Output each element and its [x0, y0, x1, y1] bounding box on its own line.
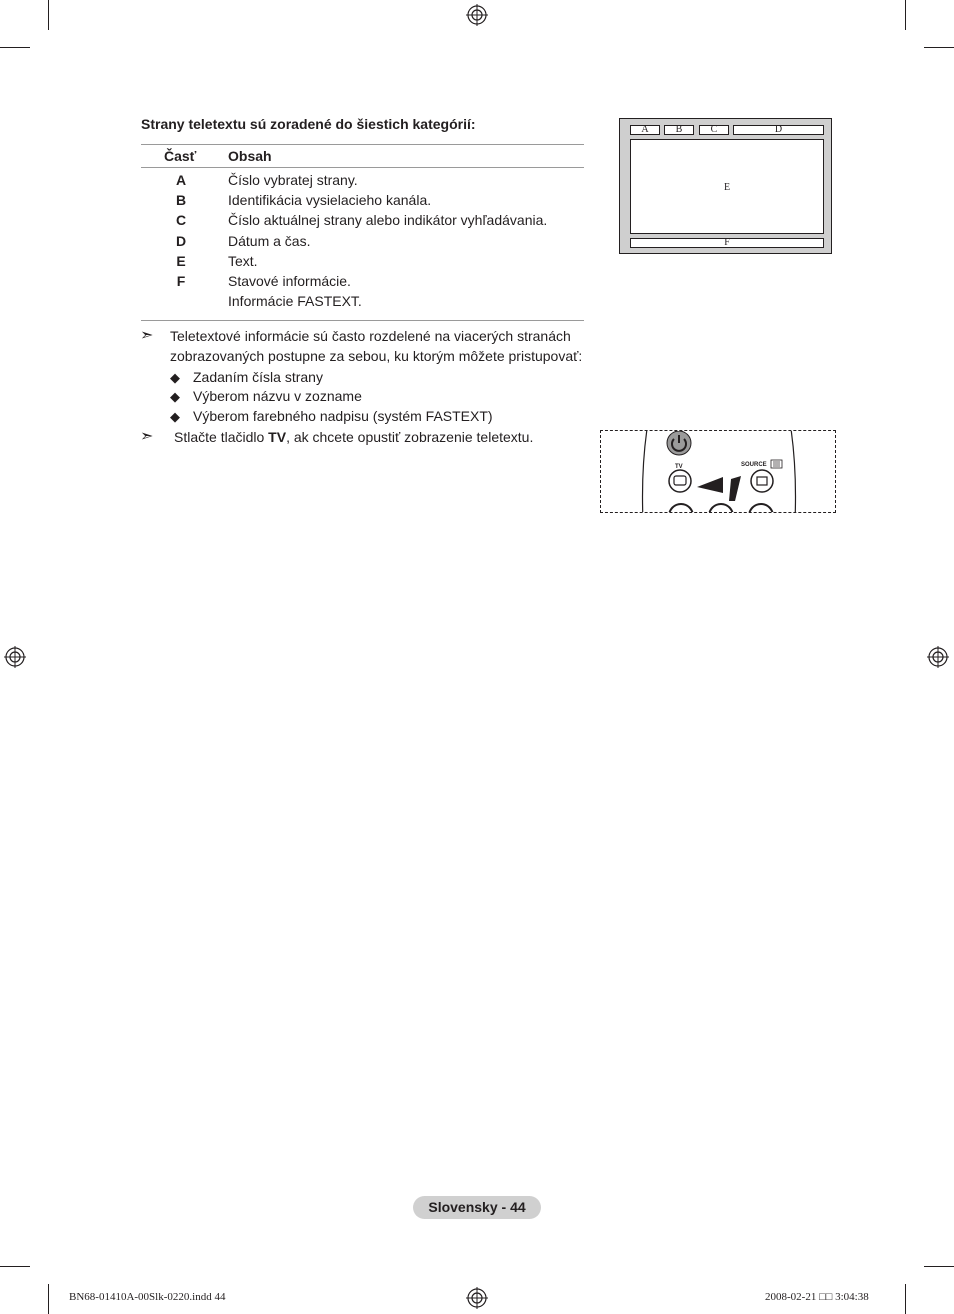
table-row	[141, 293, 601, 313]
row-value: Informácie FASTEXT.	[228, 293, 362, 309]
row-key: A	[175, 172, 187, 188]
row-key: E	[176, 253, 186, 269]
table-row	[141, 253, 601, 273]
tv-keyword: TV	[268, 429, 287, 445]
bullet-icon: ◆	[170, 389, 180, 404]
crop-mark	[905, 1284, 906, 1314]
teletext-diagram	[619, 118, 832, 254]
table-bottom-rule	[141, 320, 584, 321]
row-value: Číslo vybratej strany.	[228, 172, 358, 188]
area-b-box: B	[664, 125, 694, 135]
area-e-label: E	[723, 182, 731, 193]
page-number-label: Slovensky - 44	[413, 1196, 541, 1219]
row-key: B	[175, 192, 187, 208]
tv-button-label: TV	[675, 464, 683, 470]
table-header-part: Časť	[164, 148, 197, 164]
section-title: Strany teletextu sú zoradené do šiestich kategórií:	[141, 116, 476, 132]
note-arrow-icon: ➣	[140, 327, 154, 344]
registration-mark-icon	[4, 646, 26, 668]
row-key: D	[175, 233, 187, 249]
bullet-icon: ◆	[170, 370, 180, 385]
table-row	[141, 192, 601, 212]
area-f-box: F	[630, 238, 824, 248]
note-text-pre: Stlačte tlačidlo	[174, 429, 269, 445]
bullet-icon: ◆	[170, 409, 180, 424]
row-key: C	[175, 212, 187, 228]
bullet-item: Výberom farebného nadpisu (systém FASTEXT)	[193, 408, 493, 424]
row-value: Dátum a čas.	[228, 233, 311, 249]
area-a-box: A	[630, 125, 660, 135]
table-row	[141, 233, 601, 253]
table-header-content: Obsah	[228, 148, 272, 164]
remote-illustration	[600, 430, 836, 513]
footer-date-info: 2008-02-21 □□ 3:04:38	[765, 1291, 869, 1303]
registration-mark-icon	[466, 1287, 488, 1309]
note-text: Teletextové informácie sú často rozdelené na viacerých stranách	[170, 328, 571, 344]
crop-mark	[905, 0, 906, 30]
crop-mark	[0, 1266, 30, 1267]
crop-mark	[924, 1266, 954, 1267]
note-arrow-icon: ➣	[140, 428, 154, 445]
table-row	[141, 212, 601, 232]
remote-drawing	[601, 431, 836, 513]
source-button-label: SOURCE	[741, 462, 767, 468]
crop-mark	[48, 1284, 49, 1314]
crop-mark	[924, 47, 954, 48]
area-d-box: D	[733, 125, 824, 135]
note-text: zobrazovaných postupne za sebou, ku ktorým môžete pristupovať:	[170, 348, 583, 364]
area-e-box	[630, 139, 824, 234]
bullet-item: Zadaním čísla strany	[193, 369, 323, 385]
area-c-box: C	[699, 125, 729, 135]
footer-file-info: BN68-01410A-00Slk-0220.indd 44	[69, 1291, 226, 1303]
note-text	[174, 429, 533, 445]
bullet-item: Výberom názvu v zozname	[193, 388, 362, 404]
row-value: Číslo aktuálnej strany alebo indikátor vyhľadávania.	[228, 212, 548, 228]
registration-mark-icon	[927, 646, 949, 668]
row-value: Stavové informácie.	[228, 273, 351, 289]
table-top-rule	[141, 144, 584, 145]
registration-mark-icon	[466, 4, 488, 26]
table-row	[141, 273, 601, 293]
row-key: F	[176, 273, 186, 289]
crop-mark	[0, 47, 30, 48]
row-value: Identifikácia vysielacieho kanála.	[228, 192, 432, 208]
table-row	[141, 172, 601, 192]
crop-mark	[48, 0, 49, 30]
row-value: Text.	[228, 253, 258, 269]
table-header-rule	[141, 167, 584, 168]
note-text-post: , ak chcete opustiť zobrazenie teletextu.	[286, 429, 534, 445]
